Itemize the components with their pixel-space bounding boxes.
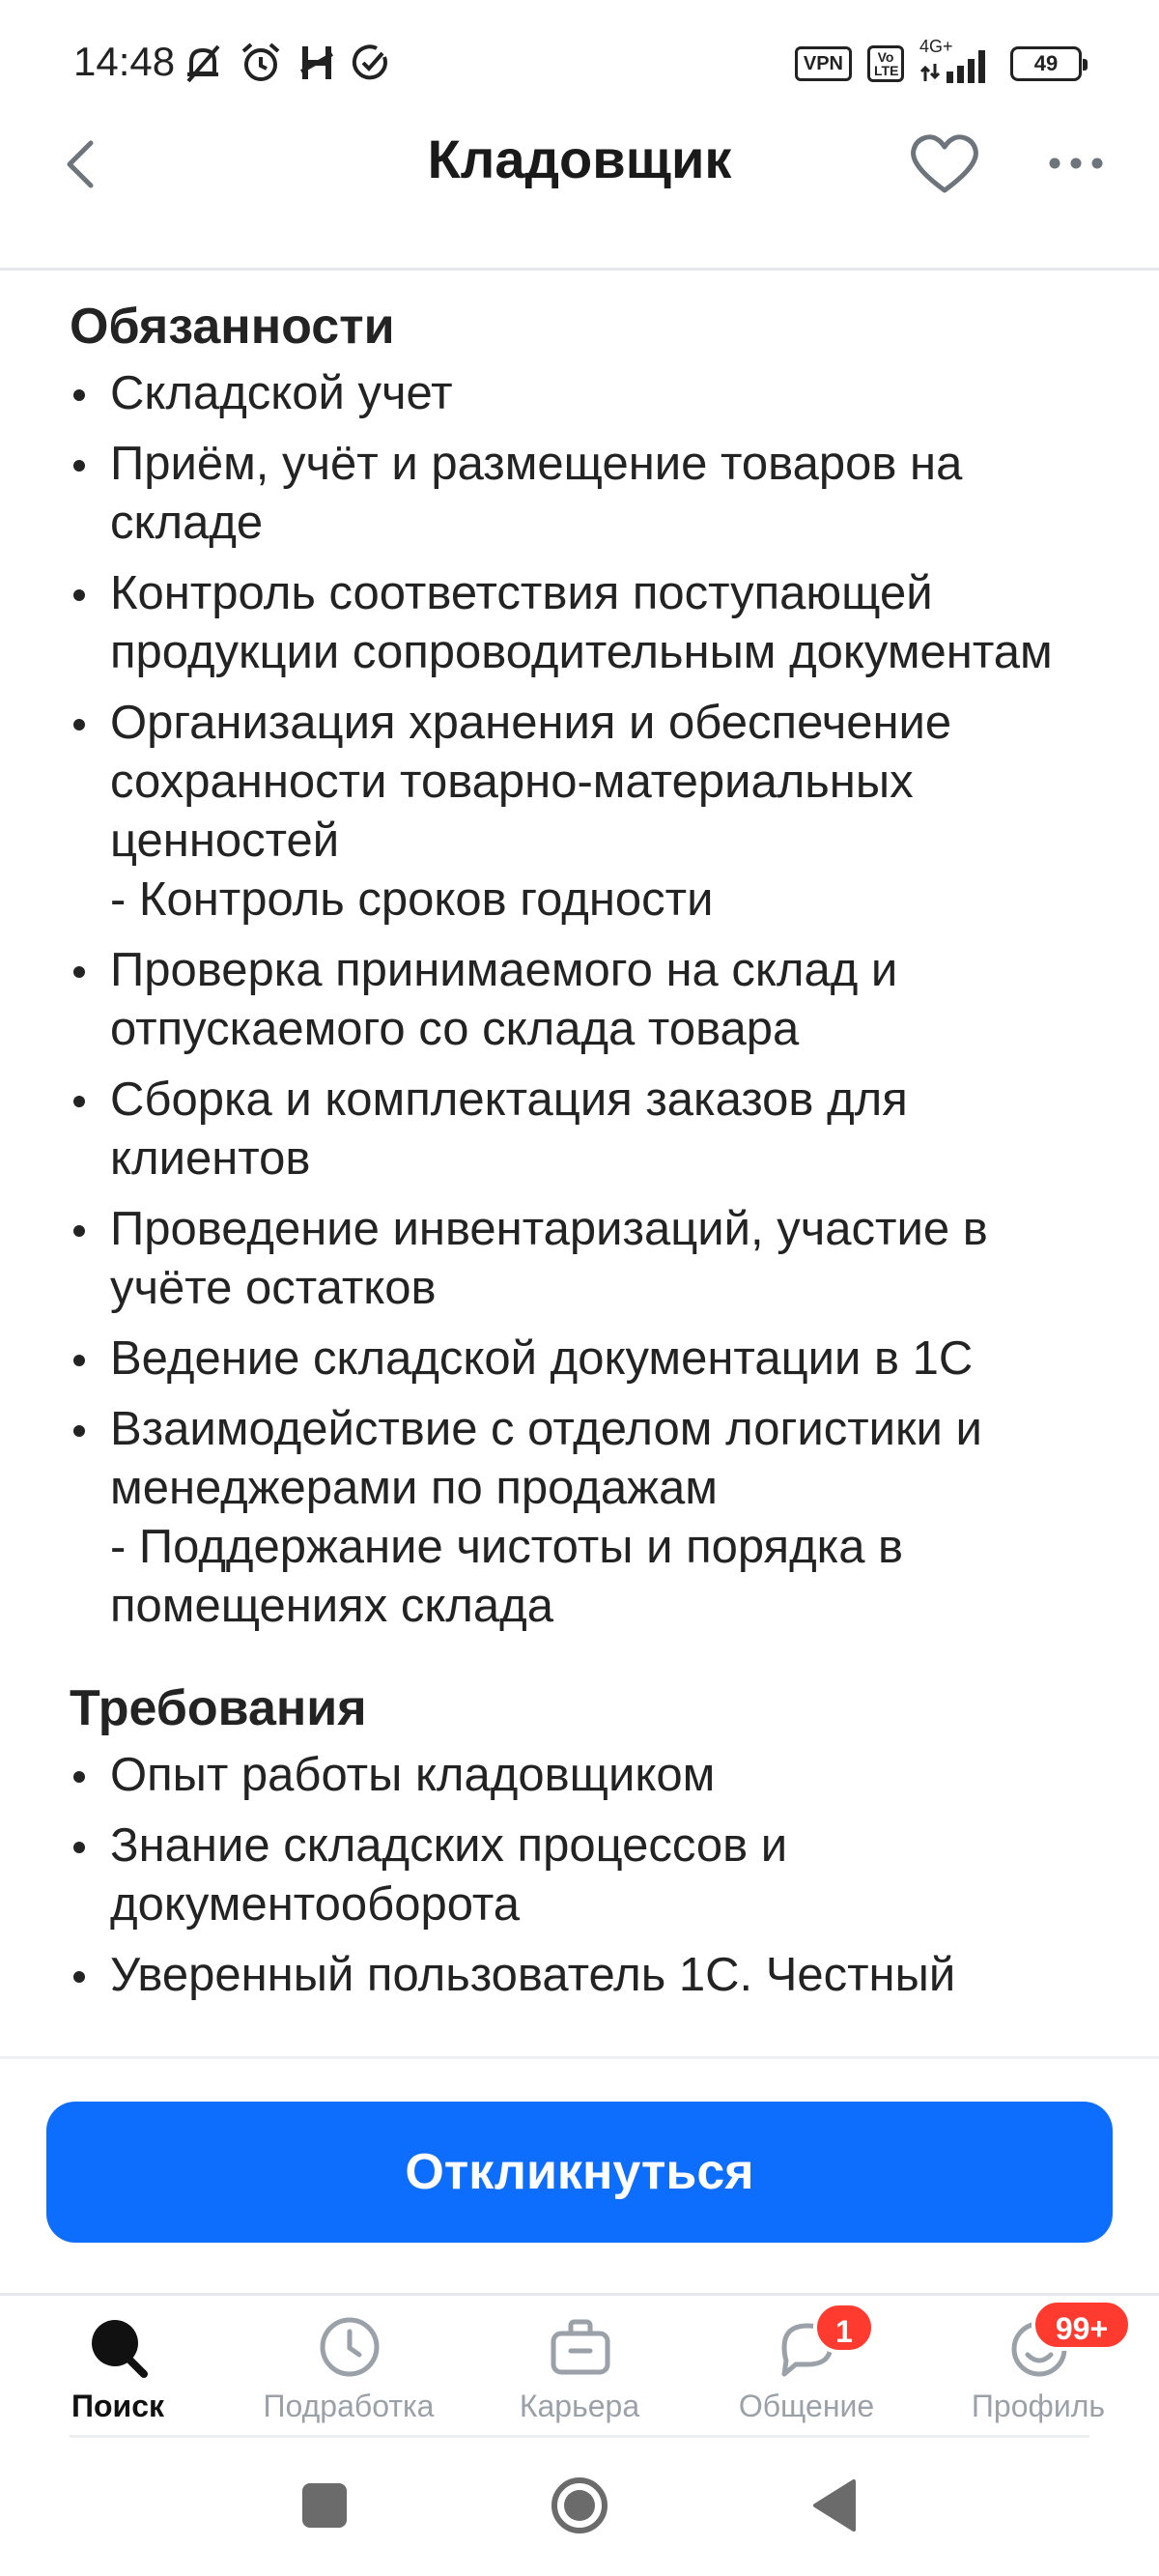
- status-notification-icons: [184, 39, 390, 87]
- tab-label: Карьера: [519, 2389, 640, 2423]
- content-section: [70, 293, 1120, 1636]
- list-item: Сборка и комплектация заказов для клиентов: [70, 1071, 1120, 1188]
- bullet-list: [70, 364, 1120, 1636]
- tab-chat[interactable]: [691, 2304, 922, 2430]
- tab-label: Профиль: [971, 2389, 1106, 2423]
- status-time: 14:48: [73, 39, 176, 84]
- list-item: Ведение складской документации в 1С: [70, 1330, 1120, 1388]
- divider: [70, 2435, 1089, 2438]
- profile-notification-badge: 99+: [1032, 2299, 1132, 2351]
- clock-icon: [315, 2312, 384, 2382]
- status-bar: [0, 0, 1159, 126]
- tab-part-time[interactable]: [233, 2304, 465, 2430]
- search-icon: [84, 2312, 154, 2382]
- list-item: Проверка принимаемого на склад и отпускаемого со склада товара: [70, 941, 1120, 1059]
- respond-button[interactable]: Откликнуться: [46, 2102, 1113, 2243]
- tab-label: Подработка: [263, 2389, 435, 2423]
- tab-search[interactable]: [2, 2304, 234, 2430]
- home-button[interactable]: [551, 2476, 608, 2534]
- content-section: [70, 1674, 1120, 2005]
- signal-icon: [919, 37, 995, 85]
- list-item: Уверенный пользователь 1С. Честный: [70, 1946, 1120, 2005]
- list-item: Проведение инвентаризаций, участие в учёте остатков: [70, 1200, 1120, 1318]
- mute-bell-icon: [184, 43, 222, 83]
- section-title: Требования: [70, 1680, 367, 1736]
- sections-container: [0, 273, 1159, 2005]
- recent-apps-button[interactable]: [302, 2483, 347, 2528]
- tab-label: Поиск: [71, 2389, 165, 2423]
- section-title: Обязанности: [70, 299, 395, 355]
- page-title: Кладовщик: [427, 129, 732, 189]
- chat-unread-badge: 1: [813, 2302, 875, 2354]
- volte-icon: Vo LTE: [867, 45, 904, 82]
- back-button[interactable]: [809, 2477, 858, 2533]
- heart-icon[interactable]: [906, 130, 983, 198]
- list-item: Взаимодействие с отделом логистики и менеджерами по продажам - Поддержание чистоты и порядка в помещениях склада: [70, 1400, 1120, 1636]
- check-circle-icon: [352, 43, 390, 82]
- h-app-icon: [299, 43, 334, 83]
- list-item: Приём, учёт и размещение товаров на складе: [70, 435, 1120, 553]
- battery-icon: 49: [1010, 46, 1082, 81]
- list-item: Знание складских процессов и документооборота: [70, 1817, 1120, 1934]
- vacancy-description[interactable]: [0, 273, 1159, 2056]
- alarm-clock-icon: [240, 42, 282, 84]
- list-item: Опыт работы кладовщиком: [70, 1746, 1120, 1805]
- list-item: Складской учет: [70, 364, 1120, 423]
- briefcase-icon: [546, 2312, 615, 2382]
- tab-career[interactable]: [464, 2304, 695, 2430]
- bullet-list: [70, 1746, 1120, 2005]
- network-type-label: 4G+: [919, 37, 953, 56]
- list-item: Контроль соответствия поступающей продукции сопроводительным документам: [70, 564, 1120, 682]
- tab-label: Общение: [738, 2389, 875, 2423]
- status-system-icons: [795, 37, 1082, 87]
- vpn-icon: VPN: [795, 46, 852, 81]
- list-item: Организация хранения и обеспечение сохранности товарно-материальных ценностей - Контроль сроков годности: [70, 694, 1120, 930]
- more-options-icon[interactable]: [1045, 140, 1107, 186]
